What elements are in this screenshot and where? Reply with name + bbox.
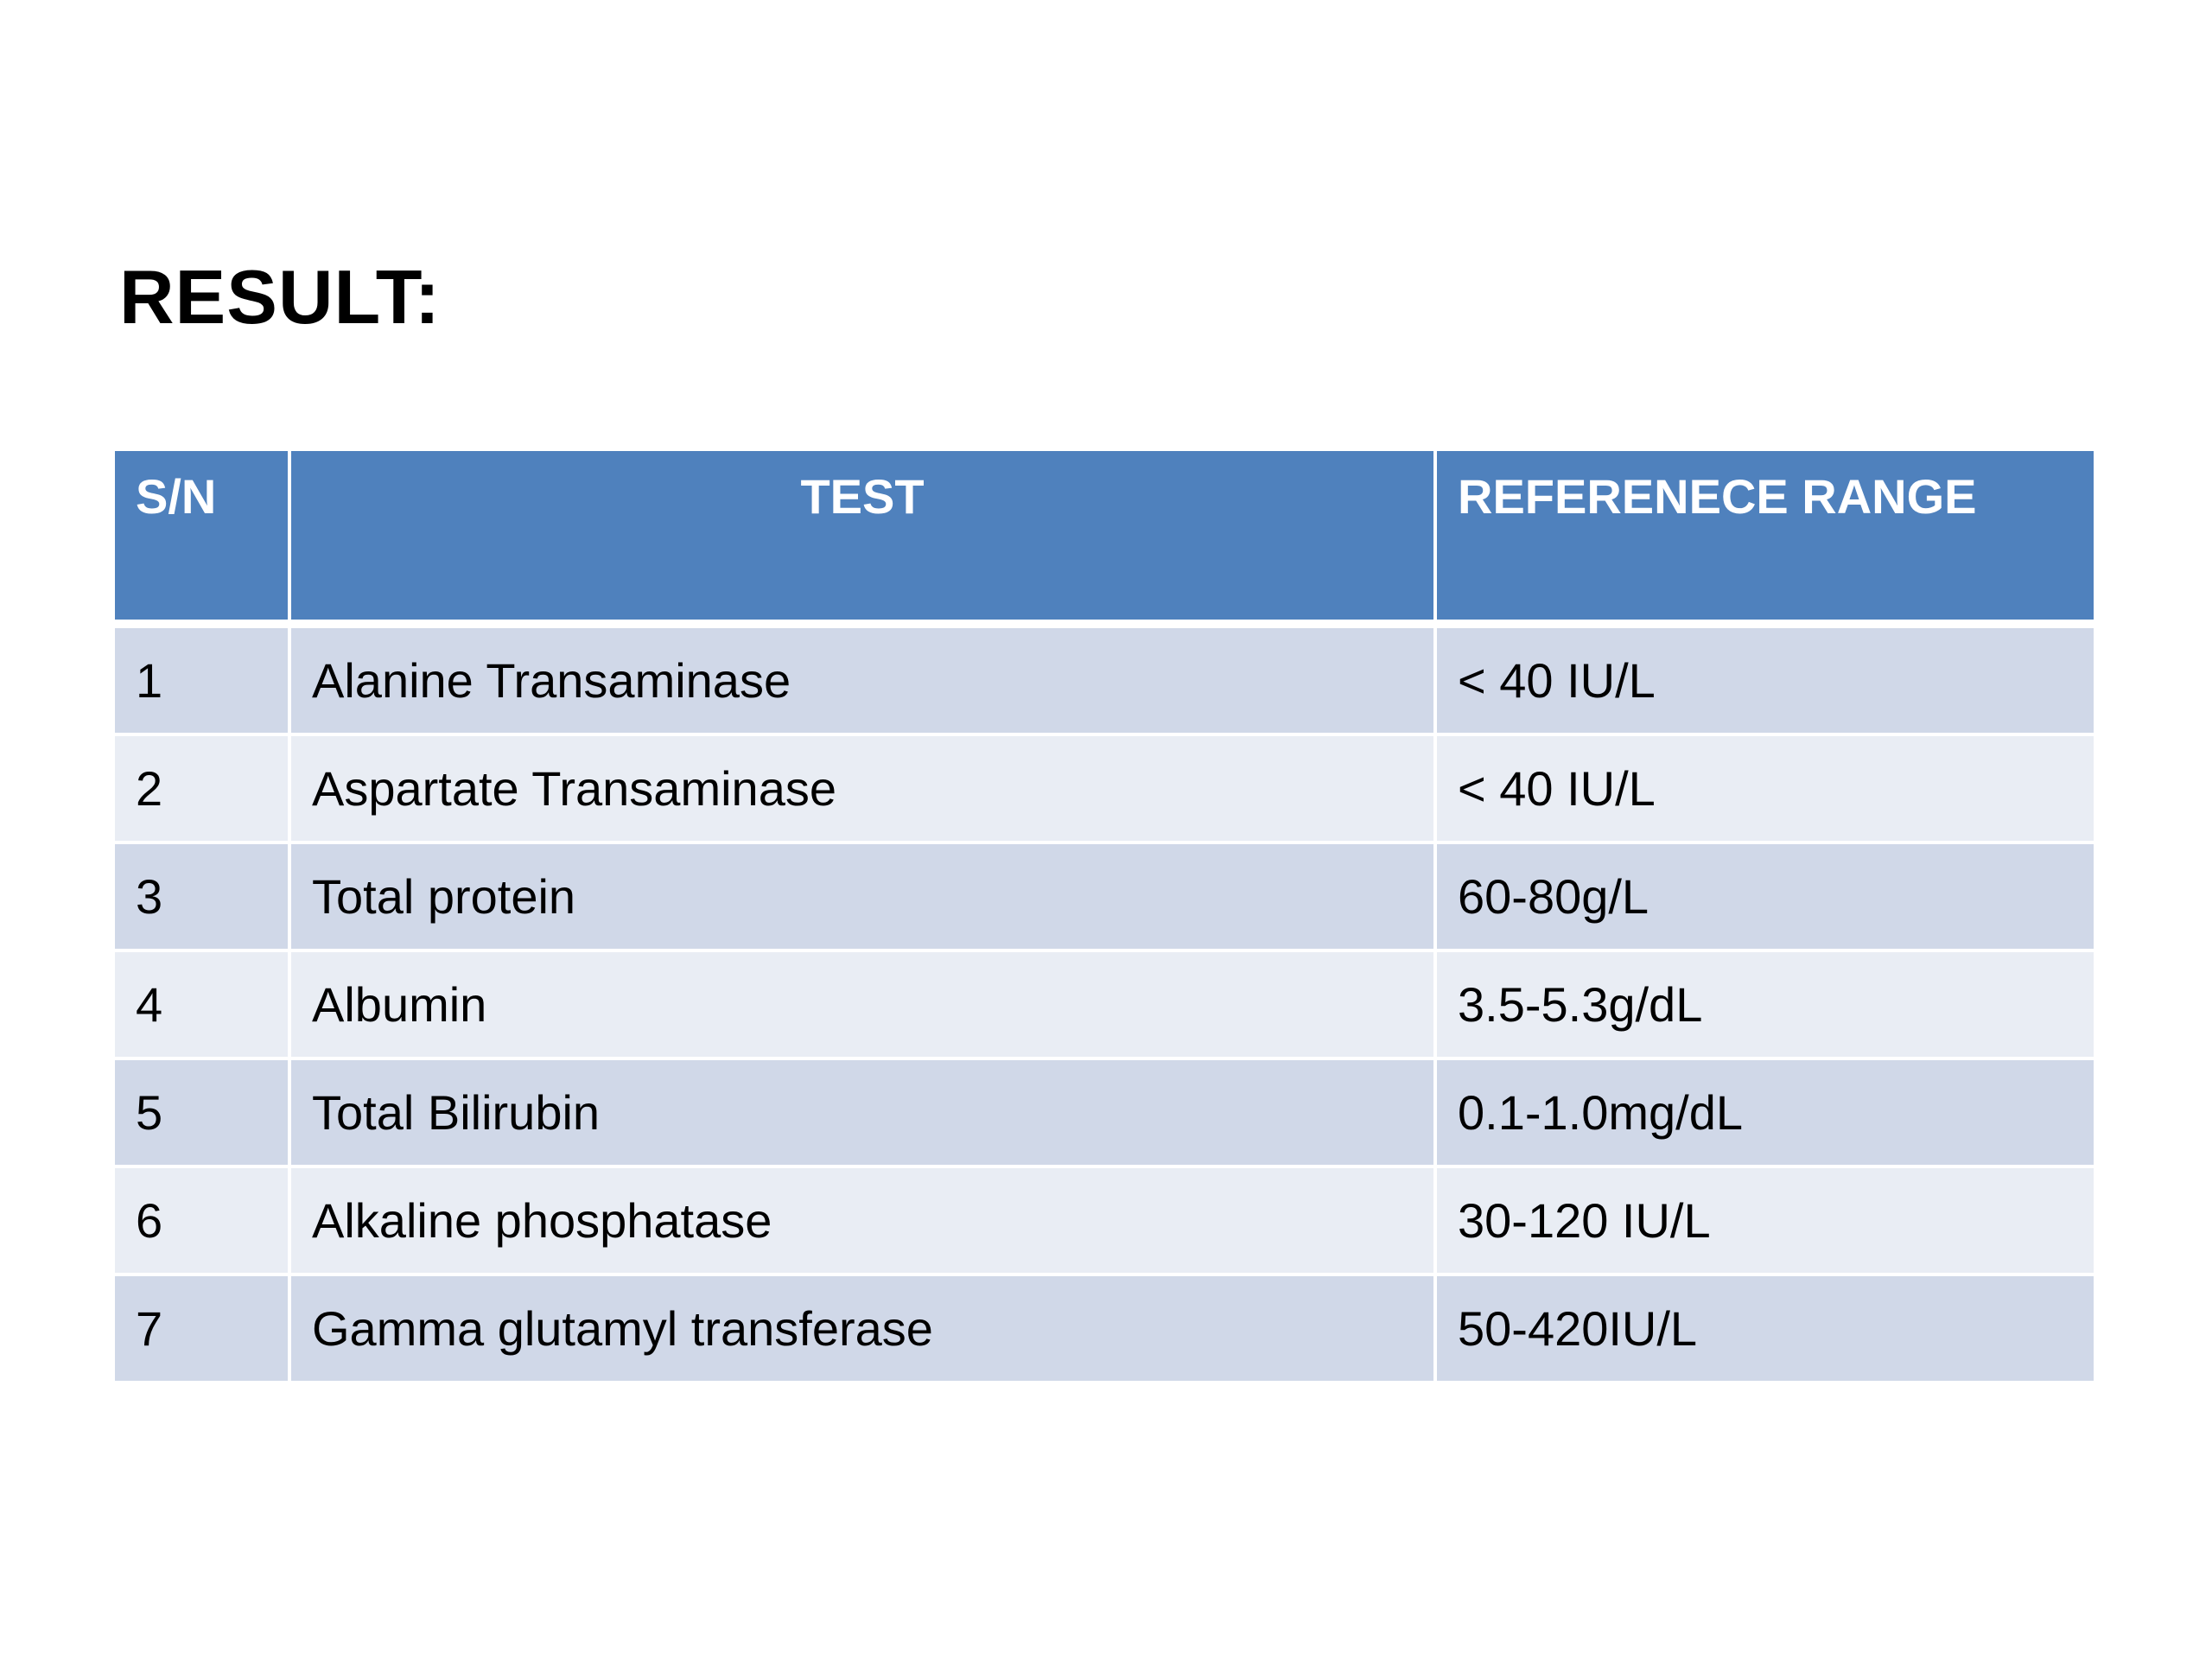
- table-row: [115, 624, 2094, 734]
- header-test: TEST: [289, 451, 1435, 624]
- cell-range: 30-120 IU/L: [1435, 1166, 2094, 1274]
- cell-sn: 7: [115, 1274, 289, 1381]
- table-row: [115, 734, 2094, 842]
- table-header-row: [115, 451, 2094, 624]
- slide-title: RESULT:: [119, 254, 442, 340]
- cell-test: Gamma glutamyl transferase: [289, 1274, 1435, 1381]
- cell-test: Alanine Transaminase: [289, 624, 1435, 734]
- cell-test: Total Bilirubin: [289, 1058, 1435, 1166]
- cell-test: Albumin: [289, 950, 1435, 1058]
- cell-sn: 4: [115, 950, 289, 1058]
- cell-test: Alkaline phosphatase: [289, 1166, 1435, 1274]
- header-sn: S/N: [115, 451, 289, 624]
- cell-range: 3.5-5.3g/dL: [1435, 950, 2094, 1058]
- cell-range: 60-80g/L: [1435, 842, 2094, 950]
- table-row: [115, 950, 2094, 1058]
- cell-range: < 40 IU/L: [1435, 734, 2094, 842]
- cell-test: Aspartate Transaminase: [289, 734, 1435, 842]
- cell-sn: 5: [115, 1058, 289, 1166]
- header-reference-range: REFERENECE RANGE: [1435, 451, 2094, 624]
- table-row: [115, 1274, 2094, 1381]
- cell-range: 0.1-1.0mg/dL: [1435, 1058, 2094, 1166]
- cell-range: 50-420IU/L: [1435, 1274, 2094, 1381]
- cell-sn: 2: [115, 734, 289, 842]
- table-row: [115, 842, 2094, 950]
- cell-test: Total protein: [289, 842, 1435, 950]
- cell-sn: 3: [115, 842, 289, 950]
- cell-range: < 40 IU/L: [1435, 624, 2094, 734]
- table-row: [115, 1058, 2094, 1166]
- cell-sn: 6: [115, 1166, 289, 1274]
- cell-sn: 1: [115, 624, 289, 734]
- results-table: [115, 451, 2094, 1381]
- table-row: [115, 1166, 2094, 1274]
